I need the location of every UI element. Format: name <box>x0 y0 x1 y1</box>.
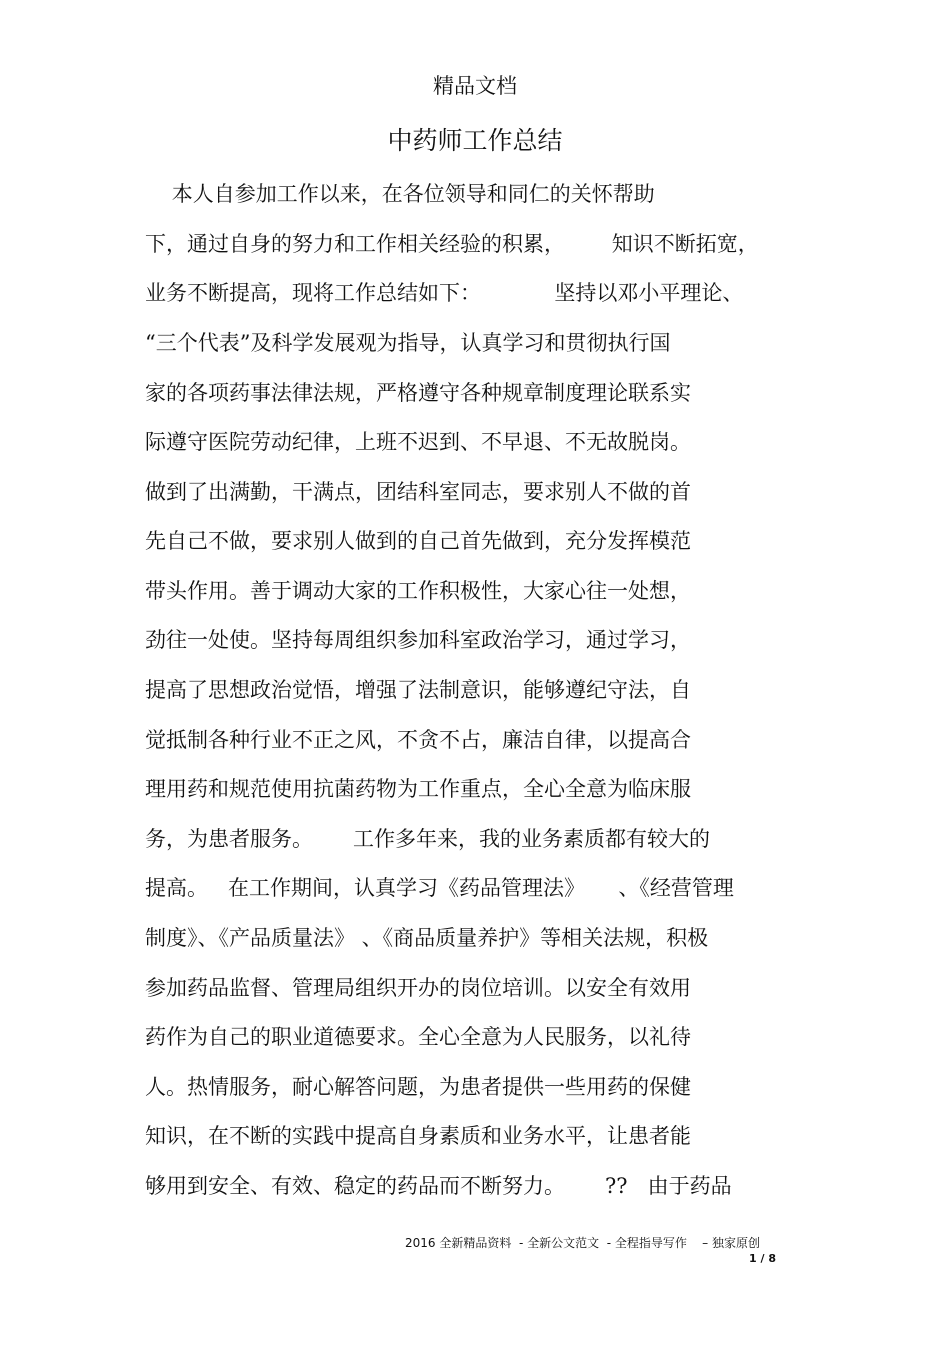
body-line: 本人自参加工作以来，在各位领导和同仁的关怀帮助 <box>145 182 655 206</box>
body-line: 人。热情服务，耐心解答问题，为患者提供一些用药的保健 <box>145 1075 691 1099</box>
body-line: 提高。 在工作期间，认真学习《药品管理法》 、《经营管理 <box>145 876 734 900</box>
body-line: 做到了出满勤，干满点，团结科室同志，要求别人不做的首 <box>145 480 691 504</box>
body-line: 够用到安全、有效、稳定的药品而不断努力。 ?? 由于药品 <box>145 1174 732 1198</box>
body-line: 务，为患者服务。 工作多年来，我的业务素质都有较大的 <box>145 827 711 851</box>
document-title: 中药师工作总结 <box>387 126 563 155</box>
body-line: 业务不断提高，现将工作总结如下： 坚持以邓小平理论、 <box>145 281 744 305</box>
body-line: 带头作用。善于调动大家的工作积极性，大家心往一处想， <box>145 579 691 603</box>
body-line: 觉抵制各种行业不正之风，不贪不占，廉洁自律，以提高合 <box>145 728 691 752</box>
body-line: 下，通过自身的努力和工作相关经验的积累， 知识不断拓宽， <box>145 232 759 256</box>
body-line: 参加药品监督、管理局组织开办的岗位培训。以安全有效用 <box>145 976 691 1000</box>
body-line: 劲往一处使。坚持每周组织参加科室政治学习，通过学习， <box>145 628 691 652</box>
body-line: “三个代表”及科学发展观为指导，认真学习和贯彻执行国 <box>145 331 671 355</box>
body-line: 制度》、《产品质量法》 、《商品质量养护》等相关法规，积极 <box>145 926 709 950</box>
body-line: 理用药和规范使用抗菌药物为工作重点，全心全意为临床服 <box>145 777 691 801</box>
page-number: 1 / 8 <box>749 1252 776 1265</box>
page-header: 精品文档 <box>433 74 517 98</box>
body-line: 际遵守医院劳动纪律，上班不迟到、不早退、不无故脱岗。 <box>145 430 691 454</box>
body-line: 知识，在不断的实践中提高自身素质和业务水平，让患者能 <box>145 1124 691 1148</box>
body-line: 家的各项药事法律法规，严格遵守各种规章制度理论联系实 <box>145 381 691 405</box>
body-line: 药作为自己的职业道德要求。全心全意为人民服务，以礼待 <box>145 1025 691 1049</box>
body-line: 先自己不做，要求别人做到的自己首先做到，充分发挥模范 <box>145 529 691 553</box>
footer-text: 2016 全新精品资料 - 全新公文范文 - 全程指导写作 – 独家原创 <box>405 1236 760 1250</box>
body-line: 提高了思想政治觉悟，增强了法制意识，能够遵纪守法，自 <box>145 678 691 702</box>
